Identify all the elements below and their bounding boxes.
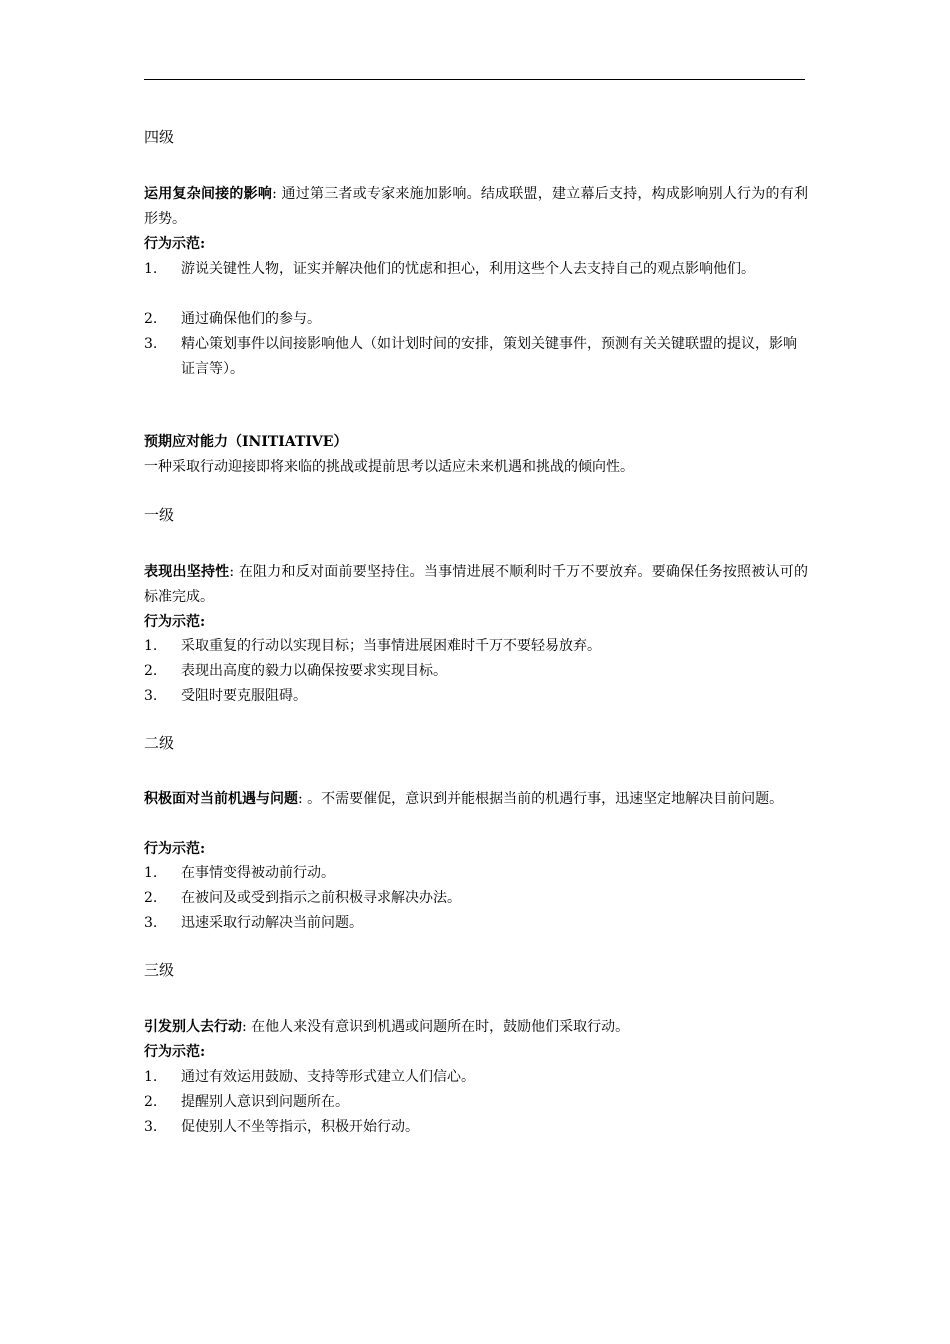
level-4-desc: : 通过第三者或专家来施加影响。结成联盟，建立幕后支持，构成影响别人行为的有利形势。 (144, 186, 808, 227)
level-1-examples-label: 行为示范: (144, 614, 206, 630)
level-3-title: 引发别人去行动 (144, 1019, 242, 1035)
level-2-description (144, 787, 808, 812)
list-item: 1. 采取重复的行动以实现目标；当事情进展困难时千万不要轻易放弃。 (144, 638, 601, 654)
list-item: 2. 通过确保他们的参与。 (144, 311, 321, 327)
level-1-description (144, 560, 808, 610)
level-3-description (144, 1015, 808, 1040)
list-item: 2. 表现出高度的毅力以确保按要求实现目标。 (144, 663, 447, 679)
level-heading-2: 二级 (144, 734, 175, 752)
list-item: 1. 在事情变得被动前行动。 (144, 865, 335, 881)
list-item: 1. 游说关键性人物，证实并解决他们的忧虑和担心，利用这些个人去支持自己的观点影响他们。 (144, 261, 755, 277)
list-item: 2. 在被问及或受到指示之前积极寻求解决办法。 (144, 890, 461, 906)
list-item: 3. 迅速采取行动解决当前问题。 (144, 915, 363, 931)
level-4-title: 运用复杂间接的影响 (144, 186, 273, 202)
level-4-examples-label: 行为示范: (144, 236, 206, 252)
level-heading-4: 四级 (144, 128, 175, 146)
list-item: 3. 受阻时要克服阻碍。 (144, 688, 307, 704)
level-3-desc: : 在他人来没有意识到机遇或问题所在时，鼓励他们采取行动。 (242, 1019, 630, 1035)
level-heading-1: 一级 (144, 506, 175, 524)
list-item: 1. 通过有效运用鼓励、支持等形式建立人们信心。 (144, 1069, 475, 1085)
competency-title: 预期应对能力（INITIATIVE） (144, 434, 348, 450)
list-item: 3. 促使别人不坐等指示，积极开始行动。 (144, 1119, 419, 1135)
level-1-desc: : 在阻力和反对面前要坚持住。当事情进展不顺利时千万不要放弃。要确保任务按照被认可的标准完成。 (144, 564, 809, 605)
level-3-examples-label: 行为示范: (144, 1044, 206, 1060)
level-heading-3: 三级 (144, 961, 175, 979)
header-rule (144, 79, 805, 80)
competency-definition: 一种采取行动迎接即将来临的挑战或提前思考以适应未来机遇和挑战的倾向性。 (144, 459, 634, 475)
level-4-description (144, 182, 808, 232)
level-2-title: 积极面对当前机遇与问题 (144, 791, 298, 807)
level-2-desc: : 。不需要催促，意识到并能根据当前的机遇行事，迅速坚定地解决目前问题。 (298, 791, 784, 807)
list-item: 2. 提醒别人意识到问题所在。 (144, 1094, 349, 1110)
level-2-examples-label: 行为示范: (144, 841, 206, 857)
level-1-title: 表现出坚持性 (144, 564, 230, 580)
list-item: 3. 精心策划事件以间接影响他人（如计划时间的安排，策划关键事件，预测有关关键联盟的提议，影响证言等）。 (144, 336, 797, 377)
